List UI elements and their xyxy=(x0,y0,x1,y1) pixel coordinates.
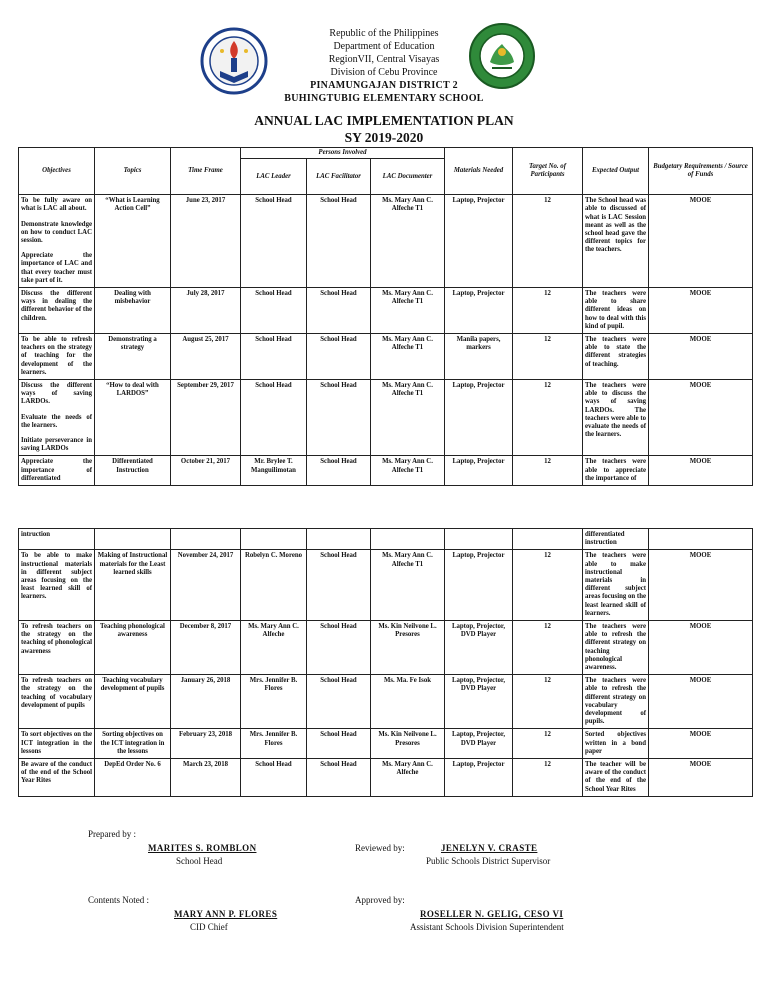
cell-expected: The teacher will be aware of the conduct of the end of the School Year Rites xyxy=(583,759,649,797)
objective-text: To sort objectives on the ICT integration in the lessons xyxy=(21,731,92,755)
cell-budget: MOOE xyxy=(649,759,753,797)
cell-participants: 12 xyxy=(513,550,583,621)
cell-budget: MOOE xyxy=(649,456,753,486)
cell-participants xyxy=(513,529,583,550)
lac-plan-table-page1 xyxy=(18,147,753,486)
cell-topics: Sorting objectives on the ICT integration in the lessons xyxy=(95,729,171,759)
objective-text: To be able to make instructional materials in different subject areas focusing on the least learned skill of learners. xyxy=(21,552,92,601)
cell-materials: Laptop, Projector, DVD Player xyxy=(445,729,513,759)
objective-text: Demonstrate knowledge on how to conduct LAC session. xyxy=(21,220,92,245)
objective-text: Evaluate the needs of the learners. xyxy=(21,413,92,429)
cell-time: January 26, 2018 xyxy=(171,675,241,729)
objective-text: To refresh teachers on the strategy on the teaching of phonological awareness xyxy=(21,623,92,655)
cell-topics: Demonstrating a strategy xyxy=(95,334,171,380)
letterhead-line: Division of Cebu Province xyxy=(330,67,438,78)
cell-topics: “How to deal with LARDOS” xyxy=(95,380,171,456)
cell-time: August 25, 2017 xyxy=(171,334,241,380)
cell-expected: The teachers were able to discuss the ways of saving LARDOs. The teachers were able to evaluate the needs of the learners. xyxy=(583,380,649,456)
cell-time: June 23, 2017 xyxy=(171,195,241,288)
cell-expected: The teachers were able to refresh the different strategy on vocabulary development of pupils. xyxy=(583,675,649,729)
objective-text: Discuss the different ways in dealing the different behavior of the children. xyxy=(21,290,92,322)
cell-objectives xyxy=(19,288,95,334)
cell-budget: MOOE xyxy=(649,380,753,456)
cell-facilitator: School Head xyxy=(307,675,371,729)
table-row xyxy=(19,621,753,675)
cell-topics: Teaching vocabulary development of pupils xyxy=(95,675,171,729)
school-year: SY 2019-2020 xyxy=(344,130,424,145)
cell-facilitator: School Head xyxy=(307,759,371,797)
table-row xyxy=(19,550,753,621)
objective-text: Discuss the different ways of saving LARDOs. xyxy=(21,382,92,406)
col-lac-facilitator: LAC Facilitator xyxy=(307,159,371,195)
cell-materials: Laptop, Projector xyxy=(445,195,513,288)
cell-topics xyxy=(95,529,171,550)
district-name: PINAMUNGAJAN DISTRICT 2 xyxy=(310,80,458,91)
table-row xyxy=(19,675,753,729)
cell-expected: The teachers were able to state the different strategies of teaching. xyxy=(583,334,649,380)
cell-leader xyxy=(241,529,307,550)
cell-budget: MOOE xyxy=(649,550,753,621)
reviewed-by-label: Reviewed by: xyxy=(355,843,405,853)
cell-budget: MOOE xyxy=(649,288,753,334)
cell-materials: Laptop, Projector xyxy=(445,759,513,797)
col-materials: Materials Needed xyxy=(445,148,513,195)
cell-leader: School Head xyxy=(241,288,307,334)
cell-budget: MOOE xyxy=(649,195,753,288)
cell-objectives xyxy=(19,729,95,759)
reviewed-by-name: JENELYN V. CRASTE xyxy=(441,843,538,853)
noted-by-title: CID Chief xyxy=(190,922,228,932)
cell-participants: 12 xyxy=(513,456,583,486)
cell-leader: School Head xyxy=(241,195,307,288)
cell-time: July 28, 2017 xyxy=(171,288,241,334)
cell-materials: Laptop, Projector xyxy=(445,456,513,486)
cell-topics: Making of Instructional materials for the Least learned skills xyxy=(95,550,171,621)
cell-topics: “What is Learning Action Cell” xyxy=(95,195,171,288)
cell-topics: Dealing with misbehavior xyxy=(95,288,171,334)
cell-leader: Mrs. Jennifer B. Flores xyxy=(241,729,307,759)
approved-by-label: Approved by: xyxy=(355,895,405,905)
cell-time: November 24, 2017 xyxy=(171,550,241,621)
cell-documenter: Ms. Kin Neilvone L. Presores xyxy=(371,729,445,759)
cell-budget: MOOE xyxy=(649,621,753,675)
cell-documenter: Ms. Kin Neilvone L. Presores xyxy=(371,621,445,675)
cell-documenter: Ms. Mary Ann C. Alfeche T1 xyxy=(371,456,445,486)
cell-materials: Laptop, Projector xyxy=(445,288,513,334)
cell-materials: Laptop, Projector, DVD Player xyxy=(445,675,513,729)
cell-budget: MOOE xyxy=(649,675,753,729)
cell-facilitator: School Head xyxy=(307,456,371,486)
cell-facilitator: School Head xyxy=(307,195,371,288)
cell-documenter: Ms. Mary Ann C. Alfeche T1 xyxy=(371,288,445,334)
cell-leader: School Head xyxy=(241,759,307,797)
cell-facilitator: School Head xyxy=(307,380,371,456)
table-row xyxy=(19,195,753,288)
cell-materials xyxy=(445,529,513,550)
reviewed-by-title: Public Schools District Supervisor xyxy=(426,856,551,866)
cell-facilitator: School Head xyxy=(307,288,371,334)
cell-facilitator: School Head xyxy=(307,334,371,380)
col-topics: Topics xyxy=(95,148,171,195)
cell-participants: 12 xyxy=(513,675,583,729)
letterhead xyxy=(0,27,768,105)
cell-expected: differentiated instruction xyxy=(583,529,649,550)
cell-objectives xyxy=(19,675,95,729)
cell-expected: Sorted objectives written in a bond paper xyxy=(583,729,649,759)
cell-time: September 29, 2017 xyxy=(171,380,241,456)
cell-materials: Laptop, Projector xyxy=(445,380,513,456)
cell-objectives xyxy=(19,334,95,380)
cell-topics: Teaching phonological awareness xyxy=(95,621,171,675)
col-budget: Budgetary Requirements / Source of Funds xyxy=(649,148,753,195)
cell-materials: Laptop, Projector xyxy=(445,550,513,621)
objective-text: To be able to refresh teachers on the strategy of teaching for the development of the learners. xyxy=(21,336,92,376)
cell-leader: Mrs. Jennifer B. Flores xyxy=(241,675,307,729)
cell-expected: The School head was able to discussed of what is LAC Session meant as well as the school head gave the different topics for the teachers. xyxy=(583,195,649,288)
cell-objectives xyxy=(19,380,95,456)
approved-by-title: Assistant Schools Division Superintendent xyxy=(410,922,564,932)
prepared-by-name: MARITES S. ROMBLON xyxy=(148,843,257,853)
col-objectives: Objectives xyxy=(19,148,95,195)
cell-objectives xyxy=(19,621,95,675)
letterhead-line: Department of Education xyxy=(333,41,435,52)
col-expected-output: Expected Output xyxy=(583,148,649,195)
col-time-frame: Time Frame xyxy=(171,148,241,195)
noted-by-label: Contents Noted : xyxy=(88,895,149,905)
lac-plan-table-page2 xyxy=(18,528,753,797)
table-row xyxy=(19,759,753,797)
cell-budget: MOOE xyxy=(649,729,753,759)
cell-objectives xyxy=(19,550,95,621)
cell-expected: The teachers were able to share different ideas on how to deal with this kind of pupil. xyxy=(583,288,649,334)
col-participants: Target No. of Participants xyxy=(513,148,583,195)
objective-text: To refresh teachers on the strategy on the teaching of vocabulary development of pupils xyxy=(21,677,92,709)
cell-materials: Laptop, Projector, DVD Player xyxy=(445,621,513,675)
table-row xyxy=(19,456,753,486)
cell-time: March 23, 2018 xyxy=(171,759,241,797)
col-lac-documenter: LAC Documenter xyxy=(371,159,445,195)
cell-leader: Ms. Mary Ann C. Alfeche xyxy=(241,621,307,675)
cell-documenter: Ms. Mary Ann C. Alfeche T1 xyxy=(371,334,445,380)
cell-facilitator: School Head xyxy=(307,729,371,759)
cell-participants: 12 xyxy=(513,729,583,759)
cell-participants: 12 xyxy=(513,759,583,797)
table-row xyxy=(19,729,753,759)
cell-participants: 12 xyxy=(513,195,583,288)
objective-text: Be aware of the conduct of the end of the School Year Rites xyxy=(21,761,92,785)
col-persons-involved: Persons Involved xyxy=(241,148,445,159)
prepared-by-label: Prepared by : xyxy=(88,829,136,839)
objective-text: To be fully aware on what is LAC all about. xyxy=(21,197,92,213)
document-title: ANNUAL LAC IMPLEMENTATION PLAN xyxy=(254,113,514,128)
cell-expected: The teachers were able to appreciate the importance of xyxy=(583,456,649,486)
cell-time xyxy=(171,529,241,550)
cell-leader: School Head xyxy=(241,380,307,456)
cell-topics: DepEd Order No. 6 xyxy=(95,759,171,797)
cell-budget xyxy=(649,529,753,550)
cell-expected: The teachers were able to make instructional materials in different subject areas focusing on the least learned skill of learners. xyxy=(583,550,649,621)
cell-budget: MOOE xyxy=(649,334,753,380)
approved-by-name: ROSELLER N. GELIG, CESO VI xyxy=(420,909,564,919)
col-lac-leader: LAC Leader xyxy=(241,159,307,195)
cell-documenter: Ms. Mary Ann C. Alfeche T1 xyxy=(371,195,445,288)
cell-topics: Differentiated Instruction xyxy=(95,456,171,486)
objective-text: Appreciate the importance of LAC and that every teacher must take part of it. xyxy=(21,252,92,284)
letterhead-line: Republic of the Philippines xyxy=(329,28,439,39)
cell-objectives: intruction xyxy=(19,529,95,550)
cell-expected: The teachers were able to refresh the different strategy on teaching phonological awareness. xyxy=(583,621,649,675)
objective-text: Appreciate the importance of differentiated xyxy=(21,458,92,482)
cell-participants: 12 xyxy=(513,621,583,675)
table-row xyxy=(19,334,753,380)
cell-leader: Robelyn C. Moreno xyxy=(241,550,307,621)
cell-objectives xyxy=(19,195,95,288)
cell-time: December 8, 2017 xyxy=(171,621,241,675)
cell-documenter: Ms. Mary Ann C. Alfeche T1 xyxy=(371,550,445,621)
cell-participants: 12 xyxy=(513,380,583,456)
cell-documenter: Ms. Mary Ann C. Alfeche xyxy=(371,759,445,797)
cell-time: February 23, 2018 xyxy=(171,729,241,759)
cell-leader: School Head xyxy=(241,334,307,380)
noted-by-name: MARY ANN P. FLORES xyxy=(174,909,278,919)
cell-participants: 12 xyxy=(513,334,583,380)
cell-participants: 12 xyxy=(513,288,583,334)
school-name: BUHINGTUBIG ELEMENTARY SCHOOL xyxy=(284,93,484,104)
cell-documenter xyxy=(371,529,445,550)
cell-documenter: Ms. Ma. Fe Isok xyxy=(371,675,445,729)
prepared-by-title: School Head xyxy=(176,856,223,866)
table-row xyxy=(19,288,753,334)
cell-documenter: Ms. Mary Ann C. Alfeche T1 xyxy=(371,380,445,456)
table-row xyxy=(19,529,753,550)
table-row xyxy=(19,380,753,456)
cell-time: October 21, 2017 xyxy=(171,456,241,486)
cell-objectives xyxy=(19,759,95,797)
cell-facilitator: School Head xyxy=(307,621,371,675)
cell-objectives xyxy=(19,456,95,486)
cell-leader: Mr. Brylee T. Manguilimotan xyxy=(241,456,307,486)
cell-facilitator: School Head xyxy=(307,550,371,621)
letterhead-line: RegionVII, Central Visayas xyxy=(328,54,440,65)
cell-facilitator xyxy=(307,529,371,550)
cell-materials: Manila papers, markers xyxy=(445,334,513,380)
objective-text: Initiate perseverance in saving LARDOs xyxy=(21,437,92,453)
